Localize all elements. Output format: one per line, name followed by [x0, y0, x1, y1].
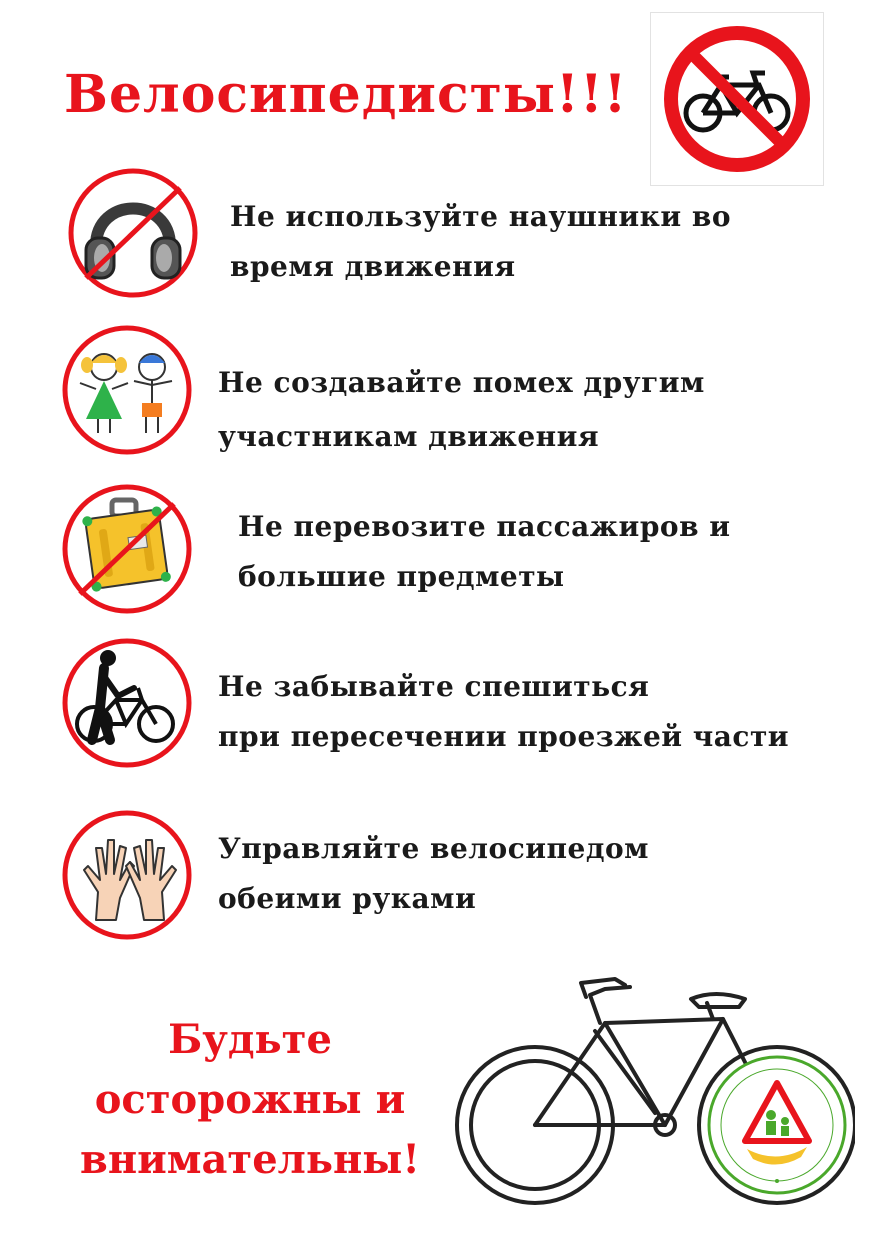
- rule-3-line-1: Не перевозите пассажиров и: [238, 510, 731, 543]
- no-suitcase-icon: [60, 482, 194, 616]
- rule-5-line-1: Управляйте велосипедом: [218, 832, 649, 865]
- no-bicycles-sign: [650, 12, 824, 186]
- rule-5-line-2: обеими руками: [218, 882, 477, 915]
- footer-line-1: Будьте: [168, 1016, 332, 1063]
- rule-4-line-2: при пересечении проезжей части: [218, 720, 790, 753]
- rule-1-line-2: время движения: [230, 250, 516, 283]
- poster-title: Велосипедисты!!!: [64, 64, 628, 125]
- rule-3-line-2: большие предметы: [238, 560, 565, 593]
- footer-line-2: осторожны и: [94, 1076, 406, 1123]
- traffic-safety-center-logo-icon: [709, 1057, 845, 1193]
- two-hands-icon: [60, 808, 194, 942]
- bicycle-with-emblem-icon: [455, 975, 855, 1225]
- rule-2-line-2: участникам движения: [218, 420, 600, 453]
- children-icon: [60, 323, 194, 457]
- rule-4-line-1: Не забывайте спешиться: [218, 670, 650, 703]
- rule-2-line-1: Не создавайте помех другим: [218, 366, 705, 399]
- footer-line-3: внимательны!: [80, 1136, 420, 1183]
- no-bicycles-sign-icon: [651, 13, 823, 185]
- dismount-bicycle-icon: [60, 636, 194, 770]
- rule-1-line-1: Не используйте наушники во: [230, 200, 732, 233]
- footer-warning: [60, 1010, 440, 1190]
- no-headphones-icon: [66, 166, 200, 300]
